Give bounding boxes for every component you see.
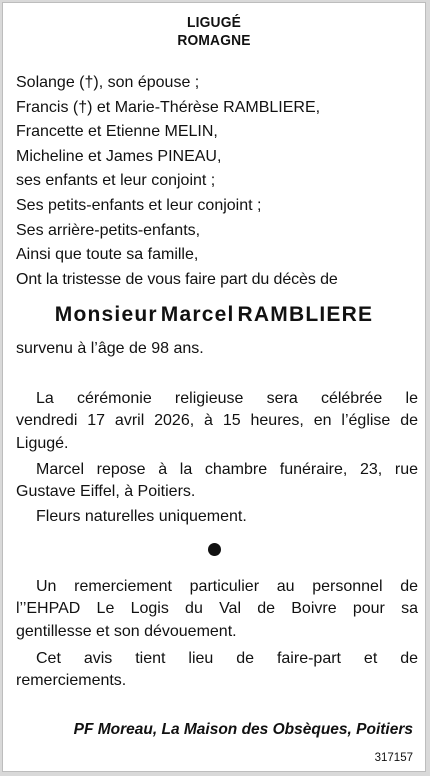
bullet-separator — [208, 543, 221, 556]
flowers-line: Fleurs naturelles uniquement. — [36, 508, 247, 525]
header — [3, 14, 425, 50]
family-line: Ainsi que toute sa famille, — [16, 246, 199, 264]
town-romagne: ROMAGNE — [177, 32, 251, 49]
rest-paragraph — [16, 459, 418, 504]
thanks-line: gentillesse et son dévouement. — [16, 622, 237, 640]
obituary-notice — [2, 2, 426, 772]
thanks-line: l’’EHPAD Le Logis du Val de Boivre pour sa — [16, 600, 418, 618]
ceremony-line: La cérémonie religieuse sera célébrée le — [36, 390, 418, 407]
family-line: Micheline et James PINEAU, — [16, 147, 222, 165]
thanks-paragraph — [16, 576, 418, 643]
funeral-home-signature: PF Moreau, La Maison des Obsèques, Poitiers — [73, 721, 413, 738]
deceased-name: Monsieur Marcel RAMBLIERE — [54, 303, 374, 326]
notice-paragraph — [16, 648, 418, 693]
notice-line: Cet avis tient lieu de faire-part et de — [36, 650, 418, 667]
flowers-paragraph — [16, 506, 418, 528]
family-line: ses enfants et leur conjoint ; — [16, 172, 216, 190]
family-line: Ses arrière-petits-enfants, — [16, 221, 201, 239]
family-line: Francis (†) et Marie-Thérèse RAMBLIERE, — [16, 98, 321, 116]
family-line: Ont la tristesse de vous faire part du décès de — [16, 270, 338, 288]
town-ligugé: LIGUGÉ — [186, 14, 241, 31]
family-line: Solange (†), son épouse ; — [16, 74, 200, 91]
ceremony-line: Ligugé. — [16, 434, 69, 452]
family-line: Ses petits-enfants et leur conjoint ; — [16, 196, 262, 214]
notice-line: remerciements. — [16, 672, 127, 690]
ceremony-line: vendredi 17 avril 2026, à 15 heures, en l’église de — [16, 412, 418, 430]
family-list — [16, 71, 416, 292]
age-line: survenu à l’âge de 98 ans. — [16, 340, 204, 357]
thanks-line: Un remerciement particulier au personnel de — [36, 578, 418, 595]
reference-number: 317157 — [374, 752, 413, 764]
rest-line: Gustave Eiffel, à Poitiers. — [16, 483, 196, 501]
ceremony-paragraph — [16, 388, 418, 455]
family-line: Francette et Etienne MELIN, — [16, 123, 218, 141]
rest-line: Marcel repose à la chambre funéraire, 23, rue — [36, 461, 418, 478]
